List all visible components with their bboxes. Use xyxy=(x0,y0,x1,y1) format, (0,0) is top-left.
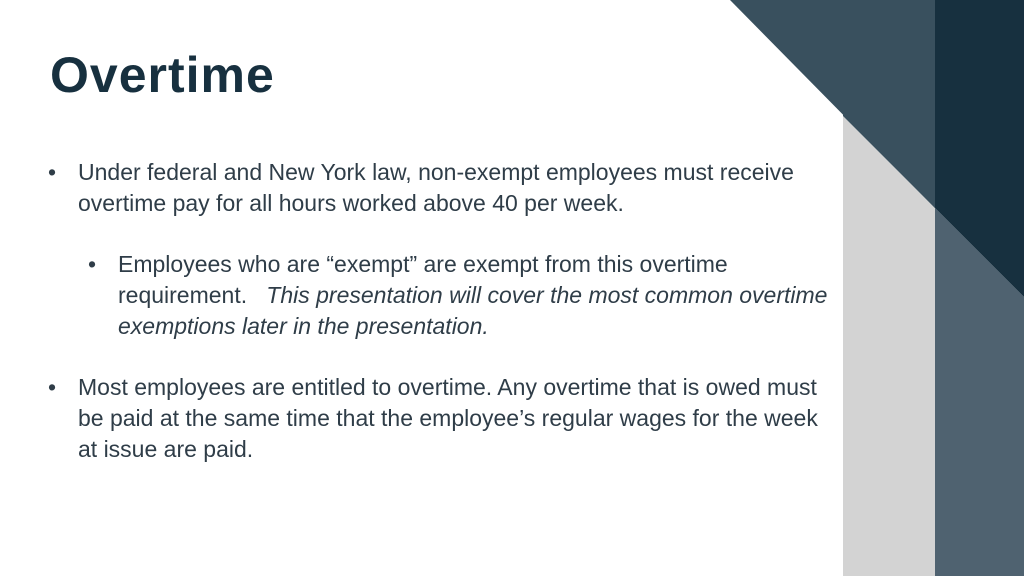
sub-bullet-item xyxy=(88,249,828,342)
bullet-glyph: • xyxy=(48,374,57,400)
bullet-italic-note: This presentation will cover the most common overtime exemptions later in the presentation. xyxy=(118,282,828,339)
bullet-glyph: • xyxy=(88,251,97,277)
bullet-text: Under federal and New York law, non-exempt employees must receive overtime pay for all hours worked above 40 per week. xyxy=(78,159,794,216)
bullet-text: Employees who are “exempt” are exempt from this overtime requirement. xyxy=(118,251,728,308)
slide-title: Overtime xyxy=(50,47,275,103)
bullet-item xyxy=(48,157,828,219)
spacer xyxy=(48,342,828,372)
bullet-text: Most employees are entitled to overtime. Any overtime that is owed must be paid at the same time that the employee’s regular wages for the week at issue are paid. xyxy=(78,374,818,462)
bullet-item xyxy=(48,372,828,465)
spacer xyxy=(48,219,828,249)
bullet-glyph: • xyxy=(48,159,57,185)
slide-body xyxy=(48,157,828,465)
